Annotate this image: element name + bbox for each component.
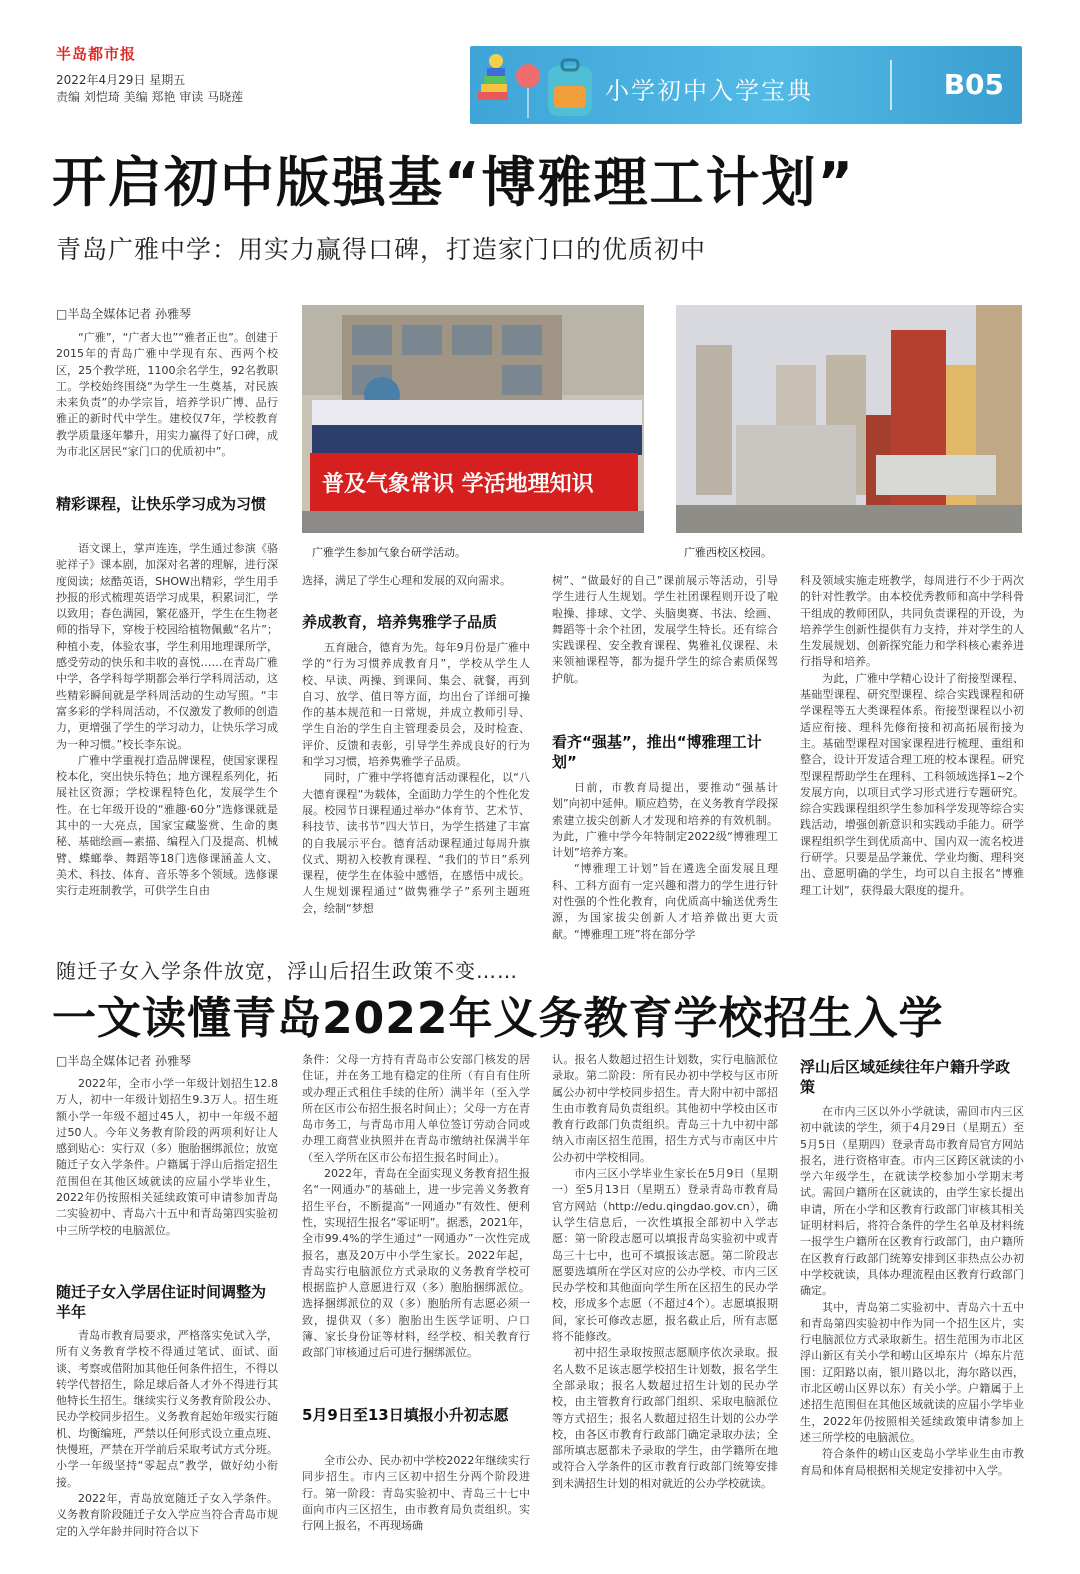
story2-byline: □半岛全媒体记者 孙雅琴 [56, 1054, 192, 1068]
story2-sub1: 随迁子女入学居住证时间调整为半年 [56, 1283, 267, 1321]
paragraph: 全市公办、民办初中学校2022年继续实行同步招生。市内三区初中招生分两个阶段进行。第一阶段：青岛实验初中、青岛三十七中面向市内三区招生，由市教育局负责组织。实行网上报名，不再现场确 [302, 1454, 530, 1533]
photo-weather-station-image [302, 305, 644, 533]
paragraph: “广雅”，“广者大也”“雅者正也”。创建于2015年的青岛广雅中学现有东、西两个校区，25个教学班，1100余名学生，92名教职工。学校始终围绕“为学生一生奠基，对民族未来负责”的办学宗旨，培养学识广博、品行雅正的新时代中学生。建校仅7年，学校教育教学质量逐年攀升，用实力赢得了好口碑，成为市北区居民“家门口的优质初中”。 [56, 331, 278, 459]
story1-col3-top [552, 573, 778, 723]
photo-banner-text: 普及气象常识 学活地理知识 [322, 472, 594, 497]
paragraph: 语文课上，掌声连连，学生通过参演《骆驼祥子》课本剧，加深对名著的理解，进行深度阅读；炫酷英语，SHOW出精彩，学生用手抄报的形式梳理英语学习成果，积累词汇，学以致用；春色满园，繁花盛开，学生在生物老师的指导下，穿梭于校园给植物佩戴“名片”；种植小麦，体验农事，学生利用地理课所学，感受劳动的快乐和丰收的喜悦……在青岛广雅中学，各学科每学期都会举行学科周活动，这些精彩瞬间就是学科周活动的生动写照。“丰富多彩的学科周活动，不仅激发了教师的创造力，更增强了学生的学习动力，让快乐学习成为一种习惯。”校长李东说。 [56, 542, 278, 751]
paragraph: 其中，青岛第二实验初中、青岛六十五中和青岛第四实验初中作为同一个招生区片，实行电脑派位方式录取新生。招生范围为市北区浮山新区有关小学和崂山区埠东片（埠东片范围：辽阳路以南，银川路以北，海尔路以西，市北区崂山区界以东）有关小学。户籍属于上述招生范围但在其他区域就读的应届小学毕业生，2022年仍按照相关延续政策申请参加上述三所学校的电脑派位。 [800, 1300, 1024, 1444]
story1-sub1: 精彩课程，让快乐学习成为习惯 [56, 495, 267, 513]
story1-sub3: 看齐“强基”，推出“博雅理工计划” [552, 733, 762, 771]
newspaper-logo: 半岛都市报 [56, 45, 137, 63]
date-line: 2022年4月29日 星期五 [56, 73, 186, 87]
story1-sub2: 养成教育，培养隽雅学子品质 [302, 613, 498, 631]
paragraph: 认。报名人数超过招生计划数，实行电脑派位录取。第二阶段：所有民办初中学校与区市所属公办初中学校同步招生。青大附中初中部招生由市教育局负责组织。其他初中学校由区市教育行政部门负责组织。青岛三十九中初中部纳入市南区招生范围，招生方式与市南区中片公办初中学校相同。 [552, 1053, 778, 1164]
masthead-meta [56, 72, 243, 106]
paragraph: 条件：父母一方持有青岛市公安部门核发的居住证，并在务工地有稳定的住所（有自有住所或办理正式租住手续的住所）满半年（至入学所在区市公布招生报名时间止）；父母一方在青岛市务工，与青岛市用人单位签订劳动合同或办理工商营业执照并在青岛市缴纳社保满半年（至入学所在区市公布招生报名时间止）。 [302, 1053, 530, 1164]
story2-kicker: 随迁子女入学条件放宽，浮山后招生政策不变…… [56, 959, 518, 983]
paragraph: 青岛市教育局要求，严格落实免试入学，所有义务教育学校不得通过笔试、面试、面谈、考察或借附加其他任何条件招生，不得以转学代替招生，除足球后备人才外不得进行其他特长生招生。继续实行义务教育阶段公办、民办学校同步招生。义务教育起始年级实行随机、均衡编班，严禁以任何形式设立重点班、快慢班，严禁在开学前后采取考试方式分班。小学一年级坚持“零起点”教学，做好幼小衔接。 [56, 1329, 278, 1489]
paragraph: 为此，广雅中学精心设计了衔接型课程、基础型课程、研究型课程、综合实践课程和研学课程等五大类课程体系。衔接型课程以小初适应衔接、理科先修衔接和初高拓展衔接为主。基础型课程对国家课程进行梳理、重组和整合，设计开发适合理工班的校本课程。研究型课程帮助学生在理科、工科领域选择1~2个发展方向，以项目式学习形式进行专题研究。综合实践课程组织学生参加科学发现等综合实践活动，增强创新意识和实践动手能力。研学课程组织学生到优质高中、国内双一流名校进行研学。只要是品学兼优、学业均衡、理科突出、意愿明确的学生，均可以自主报名“博雅理工计划”，获得最大限度的提升。 [800, 671, 1024, 897]
paragraph: 符合条件的崂山区麦岛小学毕业生由市教育局和体育局根据相关规定安排初中入学。 [800, 1447, 1024, 1477]
story2-col3 [552, 1052, 778, 1557]
story1-subheadline: 青岛广雅中学：用实力赢得口碑，打造家门口的优质初中 [56, 235, 707, 264]
paragraph: 2022年，青岛在全面实现义务教育招生报名“一网通办”的基础上，进一步完善义务教育招生平台，不断提高“一网通办”有效性、便利性，实现招生报名“零证明”。据悉，2021年，全市99.4%的学生通过“一网通办”一次性完成报名，惠及20万中小学生家长。2022年起，青岛实行电脑派位方式录取的义务教育学校可根据监护人意愿进行双（多）胞胎捆绑派位。选择捆绑派位的双（多）胞胎所有志愿必须一致，提供双（多）胞胎出生医学证明、户口簿、家长身份证等材料，经学校、相关教育行政部门审核通过后可进行捆绑派位。 [302, 1167, 530, 1360]
story2-col4 [800, 1104, 1024, 1557]
section-banner [470, 46, 1022, 124]
story2-sub2: 5月9日至13日填报小升初志愿 [302, 1406, 509, 1424]
story1-headline: 开启初中版强基“博雅理工计划” [52, 151, 855, 214]
photo-weather-station-caption: 广雅学生参加气象台研学活动。 [312, 546, 466, 559]
story2-col1-intro [56, 1076, 278, 1272]
photo-weather-station [302, 305, 644, 533]
school-bag-illustration [478, 52, 598, 122]
photo-west-campus-image [676, 305, 1022, 533]
paragraph: 初中招生录取按照志愿顺序依次录取。报名人数不足该志愿学校招生计划数，报名学生全部录取；报名人数超过招生计划的民办学校，由主管教育行政部门组织、采取电脑派位等方式招生；报名人数超过招生计划的公办学校，由各区市教育行政部门确定录取办法；全部所填志愿都未予录取的学生，由学籍所在地或符合入学条件的区市教育行政部门统筹安排到未满招生计划的相对就近的公办学校就读。 [552, 1346, 778, 1490]
paragraph: “博雅理工计划”旨在遴选全面发展且理科、工科方面有一定兴趣和潜力的学生进行针对性强的个性化教育，向优质高中输送优秀生源，为国家拔尖创新人才培养做出更大贡献。“博雅理工班”将在部分学 [552, 862, 778, 941]
paragraph: 树”、“做最好的自己”课前展示等活动，引导学生进行人生规划。学生社团课程则开设了啦啦操、排球、文学、头脑奥赛、书法、绘画、舞蹈等十余个社团，发展学生特长。还有综合实践课程、安全教育课程、隽雅礼仪课程、未来领袖课程等，都为提升学生的综合素质保驾护航。 [552, 574, 778, 685]
story2-col2-top [302, 1052, 530, 1394]
story1-col4 [800, 573, 1024, 910]
paragraph: 市内三区小学毕业生家长在5月9日（星期一）至5月13日（星期五）登录青岛市教育局官方网站（http://edu.qingdao.gov.cn），确认学生信息后，一次性填报全部初中入学志愿：第一阶段志愿可以填报青岛实验初中或青岛三十七中，也可不填报该志愿。第二阶段志愿要选填所在学区对应的公办学校、市内三区民办学校和其他面向学生所在区招生的民办学校，形成多个志愿（不超过4个）。志愿填报期间，家长可修改志愿，报名截止后，所有志愿将不能修改。 [552, 1167, 778, 1344]
story1-col3-body [552, 780, 778, 941]
paragraph: 2022年，青岛放宽随迁子女入学条件。义务教育阶段随迁子女入学应当符合青岛市规定的入学年龄并同时符合以下 [56, 1491, 278, 1538]
section-title: 小学初中入学宝典 [605, 77, 813, 105]
story1-col1-intro [56, 330, 278, 480]
story2-col1-body [56, 1328, 278, 1556]
paragraph: 在市内三区以外小学就读，需回市内三区初中就读的学生，须于4月29日（星期五）至5月5日（星期四）登录青岛市教育局官方网站报名，进行资格审查。市内三区跨区就读的小学六年级学生，在就读学校参加小学期末考试。需回户籍所在区就读的，由学生家长提出申请，所在小学和区教育行政部门审核其相关证明材料后，将符合条件的学生名单及材料统一报学生户籍所在区教育行政部门，由户籍所在区教育行政部门统筹安排到区非热点公办初中学校就读，具体办理流程由区教育行政部门确定。 [800, 1105, 1024, 1298]
photo-west-campus-caption: 广雅西校区校园。 [684, 546, 772, 559]
photo-west-campus [676, 305, 1022, 533]
page-code: B05 [943, 68, 1004, 101]
paragraph: 科及领域实施走班教学，每周进行不少于两次的针对性教学。由本校优秀教师和高中学科骨干组成的教师团队，共同负责课程的开设，为培养学生创新性提供有力支持，并对学生的人生发展规划、创新探究能力和学科核心素养进行指导和培养。 [800, 574, 1024, 669]
banner-divider [890, 60, 892, 110]
paragraph: 日前，市教育局提出，要推动“强基计划”向初中延伸。顺应趋势，在义务教育学段探索建立拔尖创新人才发现和培养的有效机制。为此，广雅中学今年特制定2022级“博雅理工计划”培养方案。 [552, 781, 778, 860]
paragraph: 同时，广雅中学将德育活动课程化，以“八大德育课程”为载体，全面助力学生的个性化发展。校园节日课程通过举办“体育节、艺术节、科技节、读书节”四大节日，为学生搭建了丰富的自我展示平台。德育活动课程通过每周升旗仪式、期初入校教育课程、“我们的节日”系列课程，使学生在体验中感悟，在感悟中成长。人生规划课程通过“做隽雅学子”系列主题班会，绘制“梦想 [302, 771, 530, 915]
story1-byline: □半岛全媒体记者 孙雅琴 [56, 307, 192, 321]
story2-col2-body [302, 1453, 530, 1557]
story2-headline: 一文读懂青岛2022年义务教育学校招生入学 [52, 993, 944, 1044]
paragraph: 广雅中学重视打造品牌课程，使国家课程校本化，突出快乐特色；地方课程系列化，拓展社区资源；学校课程特色化，发展学生个性。在七年级开设的“雅趣·60分”选修课就是其中的一大亮点，国家宝藏鉴赏、生命的奥秘、基础绘画—素描、编程入门及提高、机械臂、蝶螂拳、舞蹈等18门选修课涵盖人文、美术、科技、体育、音乐等多个领域。选修课实行走班制教学，可供学生自由 [56, 753, 278, 898]
paragraph: 五育融合，德育为先。每年9月份是广雅中学的“行为习惯养成教育月”，学校从学生人校、早读、两操、到课间、集会、就餐，再到自习、放学、值日等方面，均出台了详细可操作的基本规范和一日常规，并成立教师引导、学生自治的学生自主管理委员会，及时检查、评价、反馈和表彰，引导学生养成良好的行为和学习习惯，培养隽雅学子品质。 [302, 641, 530, 769]
paragraph: 2022年，全市小学一年级计划招生12.8万人，初中一年级计划招生9.3万人。招生班额小学一年级不超过45人，初中一年级不超过50人。今年义务教育阶段的两项利好让人感到贴心：实行双（多）胞胎捆绑派位；放宽随迁子女入学条件。户籍属于浮山后指定招生范围但在其他区域就读的应届小学毕业生，2022年仍按照相关延续政策可申请参加青岛二实验初中、青岛六十五中和青岛第四实验初中三所学校的电脑派位。 [56, 1077, 278, 1237]
story1-col1-body [56, 541, 278, 910]
paragraph: 选择，满足了学生心理和发展的双向需求。 [302, 574, 511, 587]
story1-col2-top [302, 573, 530, 593]
story1-col2-body [302, 640, 530, 915]
staff-line: 责编 刘恺琦 美编 郑艳 审读 马晓莲 [56, 90, 244, 104]
story2-sub3: 浮山后区域延续往年户籍升学政策 [800, 1058, 1011, 1096]
